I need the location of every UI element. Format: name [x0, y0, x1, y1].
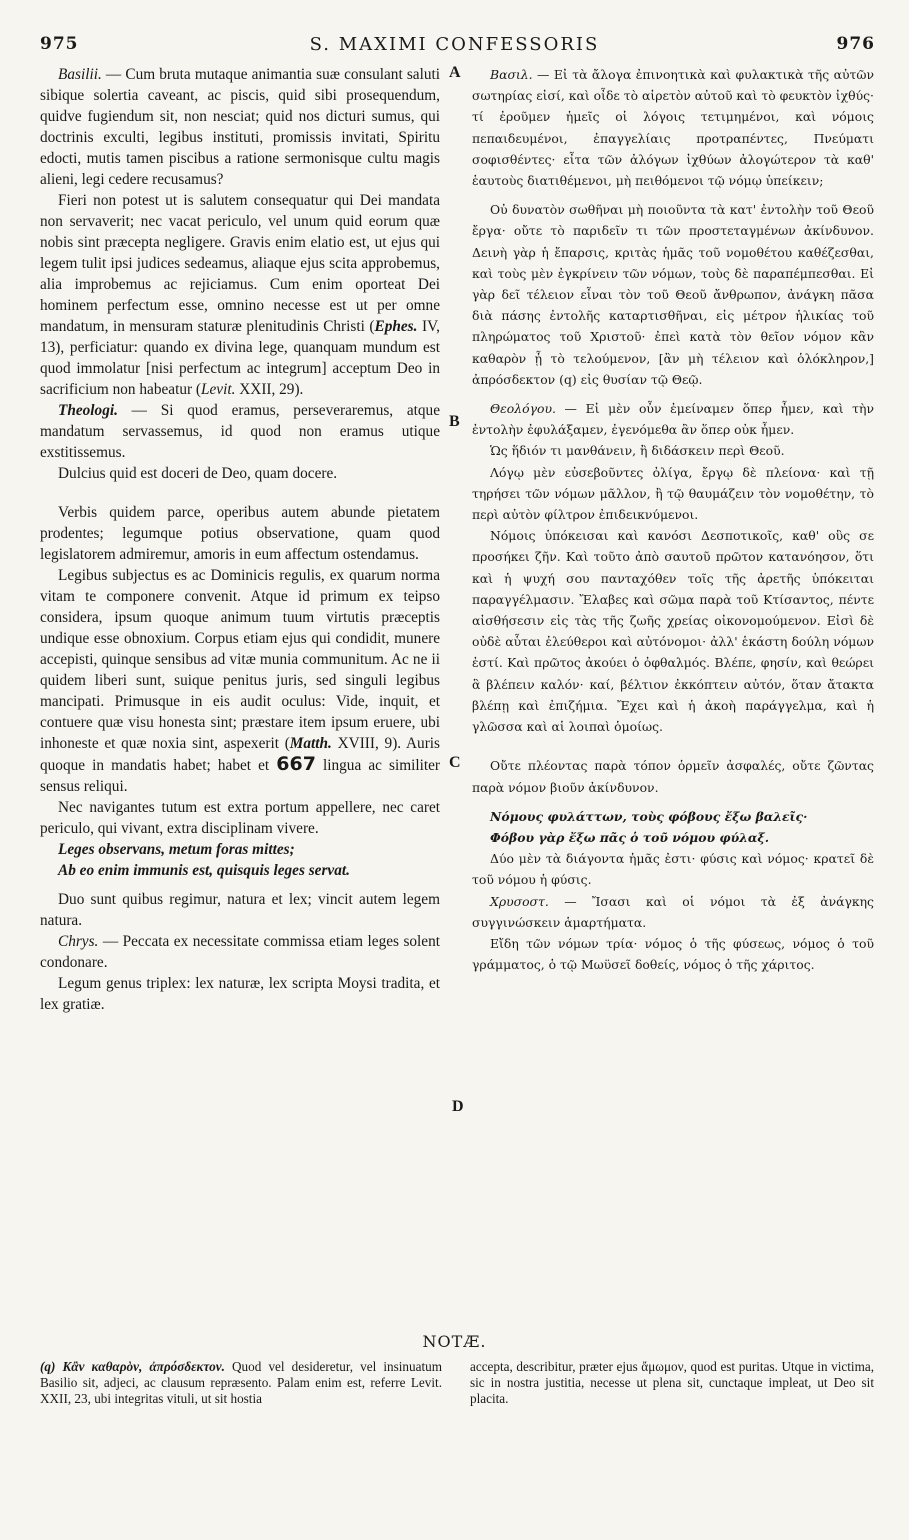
greek-paragraph: Θεολόγου. — Εἰ μὲν οὖν ἐμείναμεν ὅπερ ἦμεν, καὶ τὴν ἐντολὴν ἐφυλάξαμεν, ἐγενόμεθα ἂν ὅπερ οὐκ ἦμεν.: [472, 401, 874, 438]
latin-paragraph: Legibus subjectus es ac Dominicis regulis, ex quarum norma vitam te componere convenit. Atque id primum ex teipso considera, ipsum quoque animum tuum virtutis præceptis undique esse obnoxium. Corpus etiam ejus qui condidit, munere accepisti, quinque sensibus ad vitæ munia communitum. Ac ne ii quidem liberi sunt, suique penitus juris, sed singuli legibus mancipati. Primusque in eis audit oculus: Vide, inquit, et contuere quæ visu honesta sint; præstare item ipsum eruere, ubi inhoneste et quæ noxia sint, aspexerit (Matth. XVIII, 9). Auris quoque in mandatis habet; habet et 667 lingua ac similiter sensus reliqui.: [40, 567, 441, 795]
greek-verse-line: Φόβου γὰρ ἔξω πᾶς ὁ τοῦ νόμου φύλαξ.: [490, 829, 770, 845]
greek-paragraph: Νόμοις ὑπόκεισαι καὶ κανόσι Δεσποτικοῖς, καθ' οὓς σε προσήκει ζῆν. Καὶ τοῦτο ἀπὸ σαυτοῦ πρῶτον κατανόησον, ὅτι καὶ ἡ ψυχή σου πανταχόθεν τοῖς τῆς ἀρετῆς ὑπόκειται παραγγέλμασιν. Ἔλαβες καὶ σῶμα παρὰ τοῦ Κτίσαντος, πέντε αἰσθήσεσιν εἰς τὰς τῆς ζωῆς χρείας οἰκονομούμενον. Εἰσὶ δὲ οὐδὲ αὗται ἐλεύθεροι καὶ αὐτόνομοι· ἀλλ' ἑκάστη δούλη νόμων ἐστί. Καὶ πρῶτος ἀκούει ὁ ὀφθαλμός. Βλέπε, φησίν, καὶ θεώρει ἃ βλέπειν καλόν· καί, βέλτιον ἐκκόπτειν αὐτόν, ὅταν ἄτακτα βλέπῃ καὶ ἐπιζήμια. Ἔχει καὶ ἡ ἀκοὴ παράγγελμα, καὶ ἡ γλῶσσα καὶ αἱ λοιπαὶ ὁμοίως.: [472, 528, 874, 735]
scripture-ref: Levit.: [200, 381, 236, 398]
running-title: S. MAXIMI CONFESSORIS: [309, 34, 600, 55]
greek-paragraph: Δύο μὲν τὰ διάγοντα ἡμᾶς ἐστι· φύσις καὶ νόμος· κρατεῖ δὲ τοῦ νόμου ἡ φύσις.: [472, 851, 874, 888]
greek-verse-line: Νόμους φυλάττων, τοὺς φόβους ἔξω βαλεῖς·: [490, 808, 808, 824]
greek-column: [472, 64, 874, 975]
latin-paragraph: Duo sunt quibus regimur, natura et lex; vincit autem legem natura.: [40, 891, 440, 929]
page-number-right: 976: [836, 34, 875, 54]
greek-paragraph: Βασιλ. — Εἰ τὰ ἄλογα ἐπινοητικὰ καὶ φυλακτικὰ τῆς αὐτῶν σωτηρίας εἰσί, καὶ οἶδε τὸ αἱρετὸν αὐτοῦ καὶ τὸ φευκτὸν ἰχθύς· τί ἐροῦμεν ἡμεῖς οἱ λόγοις τετιμημένοι, καὶ νόμοις πεπαιδευμένοι, ἐπαγγελίαις προτραπέντες, Πνεύματι σοφισθέντες· εἶτα τῶν ἀλόγων ἰχθύων ἀλογώτερον τὰ καθ' ἑαυτοὺς διατιθέμενοι, μὴ πειθόμενοι τῷ νόμῳ ὑπείκειν;: [472, 67, 874, 189]
scripture-ref: Matth.: [289, 735, 332, 752]
speaker-label: Basilii.: [58, 66, 102, 83]
margin-letter-d: D: [452, 1098, 464, 1115]
latin-paragraph: Theologi. — Si quod eramus, perseveraremus, atque mandatum servassemus, id quod non eramus utique exstitissemus.: [40, 402, 440, 461]
latin-verse-line: Leges observans, metum foras mittes;: [58, 841, 295, 858]
column-number: 667: [276, 753, 316, 775]
greek-paragraph: Λόγῳ μὲν εὐσεβοῦντες ὀλίγα, ἔργῳ δὲ πλείονα· καὶ τῇ τηρήσει τῶν νόμων μᾶλλον, ἢ τῷ θαυμάζειν τὸν νομοθέτην, τὸ περὶ αὐτὸν φίλτρον ἐπιδεικνύμενοι.: [472, 464, 874, 523]
speaker-label: Chrys.: [58, 933, 99, 950]
scripture-ref: Ephes.: [374, 318, 418, 335]
latin-column: [40, 64, 440, 1015]
margin-letter-a: A: [449, 64, 461, 81]
latin-paragraph: Verbis quidem parce, operibus autem abunde pietatem prodentes; legumque potius observatione, quam quod legislatorem admiremur, amoris in eum affectum ostendamus.: [40, 504, 440, 563]
greek-paragraph: Εἴδη τῶν νόμων τρία· νόμος ὁ τῆς φύσεως, νόμος ὁ τοῦ γράμματος, ὁ τῷ Μωϋσεῖ δοθείς, νόμος ὁ τῆς χάριτος.: [472, 935, 874, 973]
speaker-label: Χρυσοστ.: [490, 893, 549, 909]
greek-paragraph: Οὔτε πλέοντας παρὰ τόπον ὁρμεῖν ἀσφαλές, οὔτε ζῶντας παρὰ νόμον βιοῦν ἀκίνδυνον.: [472, 758, 874, 795]
footnote-left: (q) Κἂν καθαρὸν, ἀπρόσδεκτον. Quod vel desideretur, vel insinuatum Basilio sit, adjeci, ac clausum repræsento. Palam enim est, referre Levit. XXII, 23, ubi integritas vituli, ut sit hostia: [40, 1359, 442, 1406]
latin-paragraph: Legum genus triplex: lex naturæ, lex scripta Moysi tradita, et lex gratiæ.: [40, 975, 440, 1013]
latin-paragraph: Chrys. — Peccata ex necessitate commissa etiam leges solent condonare.: [40, 933, 440, 971]
greek-paragraph: Οὐ δυνατὸν σωθῆναι μὴ ποιοῦντα τὰ κατ' ἐντολὴν τοῦ Θεοῦ ἔργα· οὔτε τὸ παριδεῖν τι τῶν προστεταγμένων ἀκίνδυνον. Δεινὴ γὰρ ἡ ἔπαρσις, κριτὰς ἡμᾶς τοῦ νομοθέτου καθέζεσθαι, καὶ τοὺς μὲν ἐγκρίνειν τῶν νόμων, τοὺς δὲ παραπέμπεσθαι. Εἰ γὰρ δεῖ τέλειον εἶναι τὸν τοῦ Θεοῦ ἄνθρωπον, ἀνάγκη πᾶσα διὰ πάσης ἐντολῆς καταρτισθῆναι, εἰς μέτρον ἡλικίας τοῦ πληρώματος τοῦ Χριστοῦ· ἐπεὶ κατὰ τὸν θεῖον νόμον κἂν καθαρὸν ᾖ τὸ τελούμενον, [ἂν μὴ τέλειον καὶ ὁλόκληρον,] ἀπρόσδεκτον (q) εἰς θυσίαν τῷ Θεῷ.: [472, 202, 874, 387]
speaker-label: Θεολόγου.: [490, 401, 556, 417]
latin-verse-line: Ab eo enim immunis est, quisquis leges servat.: [58, 862, 350, 879]
notes-heading: NOTÆ.: [422, 1332, 487, 1351]
footnote-right: accepta, describitur, præter ejus ἄμωμον, quod est puritas. Utque in victima, sic in nostra justitia, necesse ut plena sit, cunctaque impleat, ut Deo sit placita.: [470, 1359, 874, 1406]
margin-letter-c: C: [449, 754, 461, 771]
greek-paragraph: Ὡς ἥδιόν τι μανθάνειν, ἢ διδάσκειν περὶ Θεοῦ.: [490, 443, 785, 459]
page-number-left: 975: [40, 34, 79, 54]
footnote-label: (q) Κἂν καθαρὸν, ἀπρόσδεκτον.: [40, 1359, 225, 1374]
speaker-label: Βασιλ.: [490, 67, 533, 82]
speaker-label: Theologi.: [58, 402, 118, 419]
latin-paragraph: Fieri non potest ut is salutem consequatur qui Dei mandata non servaverit; nec vacat periculo, vel unum quid eorum quæ nobis sint præcepta negligere. Gravis enim elatio est, ut ejus qui legem tulit ipsi judices sedeamus, aliaque ejus scita approbemus, alia improbemus ac rejiciamus. Cum enim oporteat Dei hominem perfectum esse, omnino necesse est ut per omne mandatum, in mensuram staturæ plenitudinis Christi (Ephes. IV, 13), perficiatur: quando ex divina lege, quanquam mundum est quod immolatur [nisi perfectum ac integrum] acceptum Deo in sacrificium non habeatur (Levit. XXII, 29).: [40, 192, 441, 398]
latin-paragraph: Basilii. — Cum bruta mutaque animantia suæ consulant saluti sibique solertia caveant, ac piscis, quid sibi prosequendum, quidve fugiendum sit, non nesciat; quid nos dicturi sumus, qui doctrinis exculti, legibus instituti, promissis invitati, Spiritu edocti, mutis tamen piscibus a ratione sermonisque cultu magis alieni, legi cedere recusamus?: [40, 66, 440, 188]
latin-paragraph: Nec navigantes tutum est extra portum appellere, nec caret periculo, qui vivant, extra disciplinam vivere.: [40, 799, 440, 837]
greek-paragraph: Χρυσοστ. — Ἴσασι καὶ οἱ νόμοι τὰ ἐξ ἀνάγκης συγγινώσκειν ἁμαρτήματα.: [472, 893, 874, 930]
latin-paragraph: Dulcius quid est doceri de Deo, quam docere.: [58, 465, 338, 482]
margin-letter-b: B: [449, 413, 460, 430]
